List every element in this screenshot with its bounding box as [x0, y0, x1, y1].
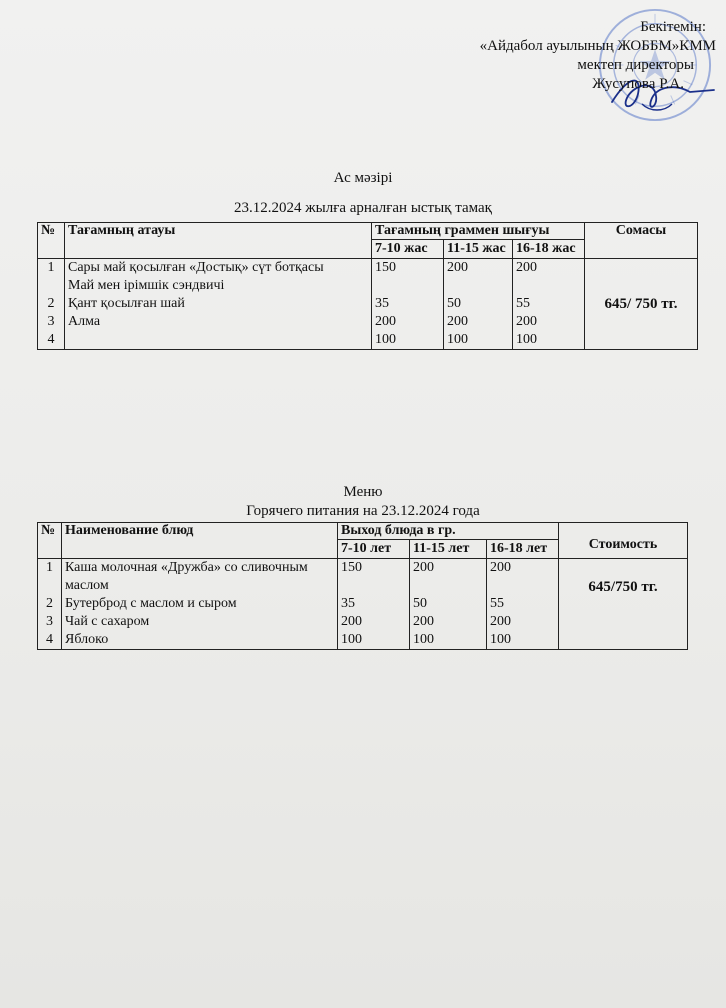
- approval-block: [386, 18, 716, 94]
- ru-val-3-3: 200: [490, 614, 511, 629]
- ru-val-3-1: 200: [341, 614, 362, 629]
- kk-header-num: №: [38, 223, 65, 259]
- kk-val-1-2: 200: [447, 260, 468, 275]
- ru-row-numbers: [38, 559, 62, 650]
- kk-num-2: 2: [47, 296, 55, 311]
- kk-header-price: Сомасы: [585, 223, 698, 259]
- kk-item-1: Сары май қосылған «Достық» сүт ботқасы: [68, 260, 324, 275]
- approval-title: Бекітемін:: [640, 19, 706, 35]
- kk-row-numbers: [38, 259, 65, 350]
- director-title: мектеп директоры: [577, 57, 694, 73]
- kk-col-11-15: [444, 259, 513, 350]
- ru-num-4: 4: [46, 632, 53, 647]
- ru-age-7-10: 7-10 лет: [338, 540, 410, 559]
- kk-age-16-18: 16-18 жас: [513, 240, 585, 259]
- kk-menu-title: Ас мәзірі: [333, 170, 393, 186]
- ru-age-16-18: 16-18 лет: [487, 540, 559, 559]
- ru-val-2-2: 50: [413, 596, 427, 611]
- ru-col-11-15: [410, 559, 487, 650]
- kk-menu-subtitle: 23.12.2024 жылға арналған ыстық тамақ: [234, 200, 492, 216]
- ru-col-16-18: [487, 559, 559, 650]
- kk-header-output: Тағамның граммен шығуы: [372, 223, 585, 240]
- kk-num-4: 4: [47, 332, 55, 347]
- ru-col-7-10: [338, 559, 410, 650]
- ru-num-3: 3: [46, 614, 53, 629]
- ru-age-11-15: 11-15 лет: [410, 540, 487, 559]
- ru-item-names: [62, 559, 338, 650]
- kk-col-7-10: [372, 259, 444, 350]
- ru-val-3-2: 200: [413, 614, 434, 629]
- kk-age-7-10: 7-10 жас: [372, 240, 444, 259]
- kk-val-1-1: 150: [375, 260, 396, 275]
- ru-val-4-2: 100: [413, 632, 434, 647]
- ru-item-2: Бутерброд с маслом и сыром: [65, 596, 237, 611]
- kk-val-4-3: 100: [516, 332, 537, 347]
- kk-col-16-18: [513, 259, 585, 350]
- kk-val-2-1: 35: [375, 296, 389, 311]
- kk-item-3: Қант қосылған шай: [68, 296, 185, 311]
- ru-menu-subtitle: Горячего питания на 23.12.2024 года: [246, 503, 480, 519]
- ru-item-3: Чай с сахаром: [65, 614, 150, 629]
- ru-val-1-3: 200: [490, 560, 511, 575]
- ru-item-1: Каша молочная «Дружба» со сливочным маслом: [65, 560, 308, 593]
- kk-val-4-2: 100: [447, 332, 468, 347]
- ru-menu-table: [37, 522, 688, 650]
- ru-val-1-1: 150: [341, 560, 362, 575]
- kk-price: 645/ 750 тг.: [585, 259, 698, 350]
- ru-header-num: №: [38, 523, 62, 559]
- ru-num-2: 2: [46, 596, 53, 611]
- kk-val-3-2: 200: [447, 314, 468, 329]
- kk-item-names: [65, 259, 372, 350]
- kk-item-2: Май мен ірімшік сэндвичі: [68, 278, 225, 293]
- ru-menu-title: Меню: [343, 484, 383, 500]
- kk-num-1: 1: [47, 260, 55, 275]
- ru-price: 645/750 тг.: [559, 559, 688, 650]
- kk-num-3: 3: [47, 314, 55, 329]
- kk-val-1-3: 200: [516, 260, 537, 275]
- ru-val-2-3: 55: [490, 596, 504, 611]
- ru-item-4: Яблоко: [65, 632, 109, 647]
- ru-val-2-1: 35: [341, 596, 355, 611]
- ru-header-output: Выход блюда в гр.: [338, 523, 559, 540]
- kk-val-2-3: 55: [516, 296, 530, 311]
- kk-menu-table: [37, 222, 698, 350]
- ru-val-4-1: 100: [341, 632, 362, 647]
- ru-val-4-3: 100: [490, 632, 511, 647]
- kk-val-4-1: 100: [375, 332, 396, 347]
- ru-header-name: Наименование блюд: [62, 523, 338, 559]
- kk-val-3-3: 200: [516, 314, 537, 329]
- kk-item-4: Алма: [68, 314, 101, 329]
- kk-val-2-2: 50: [447, 296, 461, 311]
- director-name: Жусупова Р.А.: [592, 76, 684, 92]
- kk-age-11-15: 11-15 жас: [444, 240, 513, 259]
- school-name: «Айдабол ауылының ЖОББМ»КММ: [479, 38, 716, 54]
- ru-num-1: 1: [46, 560, 53, 575]
- ru-header-price: Стоимость: [559, 523, 688, 559]
- kk-header-name: Тағамның атауы: [65, 223, 372, 259]
- ru-val-1-2: 200: [413, 560, 434, 575]
- kk-val-3-1: 200: [375, 314, 396, 329]
